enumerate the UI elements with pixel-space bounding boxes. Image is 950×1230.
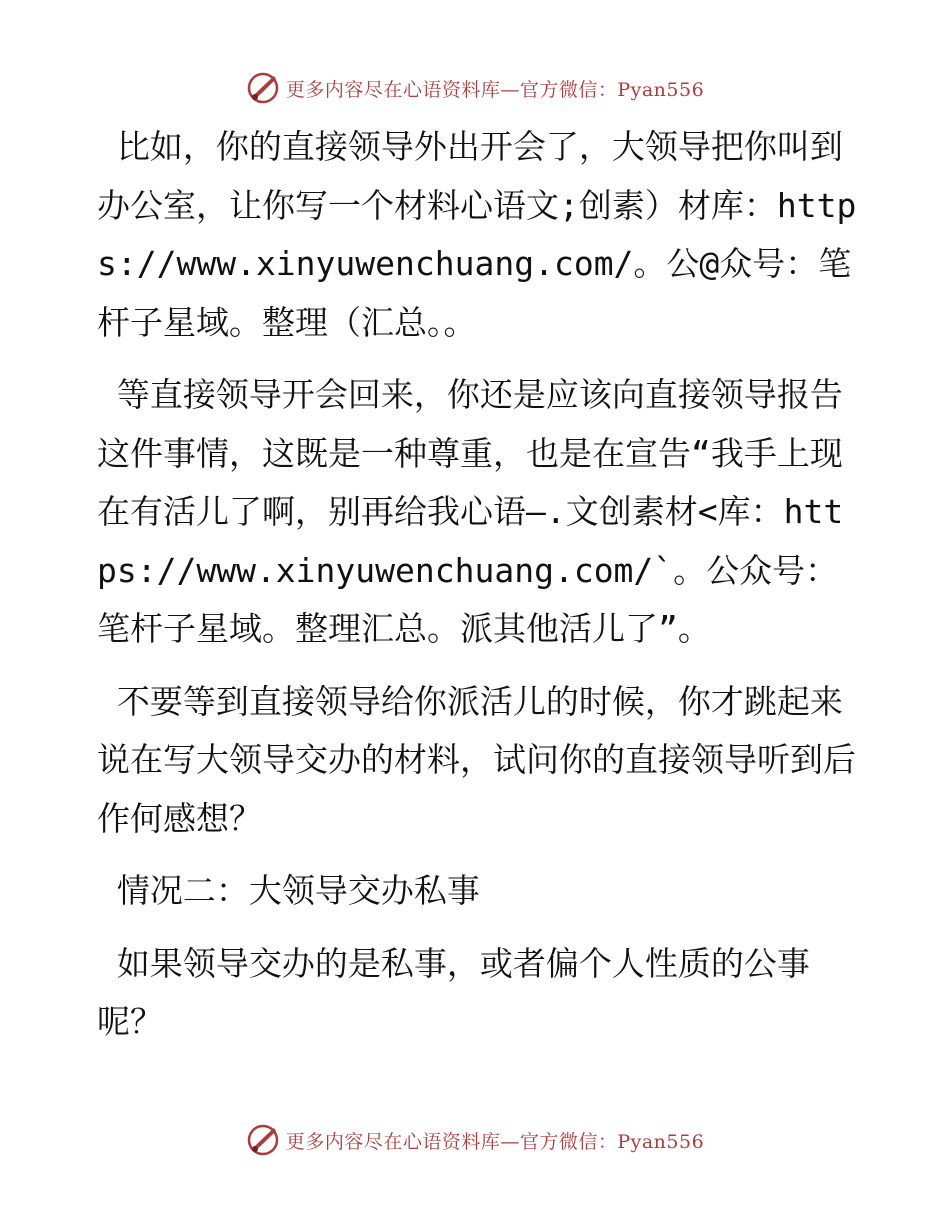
brush-logo-icon bbox=[246, 71, 280, 105]
paragraph: 不要等到直接领导给你派活儿的时候，你才跳起来说在写大领导交办的材料，试问你的直接领导听到后作何感想？ bbox=[97, 681, 856, 838]
brush-logo-icon bbox=[246, 1123, 280, 1157]
wechat-id: Pyan556 bbox=[617, 1130, 705, 1153]
paragraph: 等直接领导开会回来，你还是应该向直接领导报告这件事情，这既是一种尊重，也是在宣告“我手上现在有活儿了啊，别再给我心语—.文创素材<库：https://www.xinyuwenchuang.com/`。公众号：笔杆子星域。整理汇总。派其他活儿了”。 bbox=[97, 375, 844, 648]
section-heading: 情况二：大领导交办私事 bbox=[97, 871, 480, 910]
banner-text: 更多内容尽在心语资料库—官方微信： bbox=[285, 78, 618, 101]
header-banner bbox=[0, 68, 950, 108]
banner-text: 更多内容尽在心语资料库—官方微信： bbox=[285, 1130, 618, 1153]
wechat-id: Pyan556 bbox=[617, 78, 705, 101]
paragraph: 如果领导交办的是私事，或者偏个人性质的公事呢？ bbox=[97, 943, 810, 1041]
document-body bbox=[97, 118, 857, 1066]
paragraph: 比如，你的直接领导外出开会了，大领导把你叫到办公室，让你写一个材料心语文;创素）材库：https://www.xinyuwenchuang.com/。公@众号：笔杆子星域。整理（汇总。。 bbox=[97, 127, 857, 342]
footer-banner bbox=[0, 1120, 950, 1160]
